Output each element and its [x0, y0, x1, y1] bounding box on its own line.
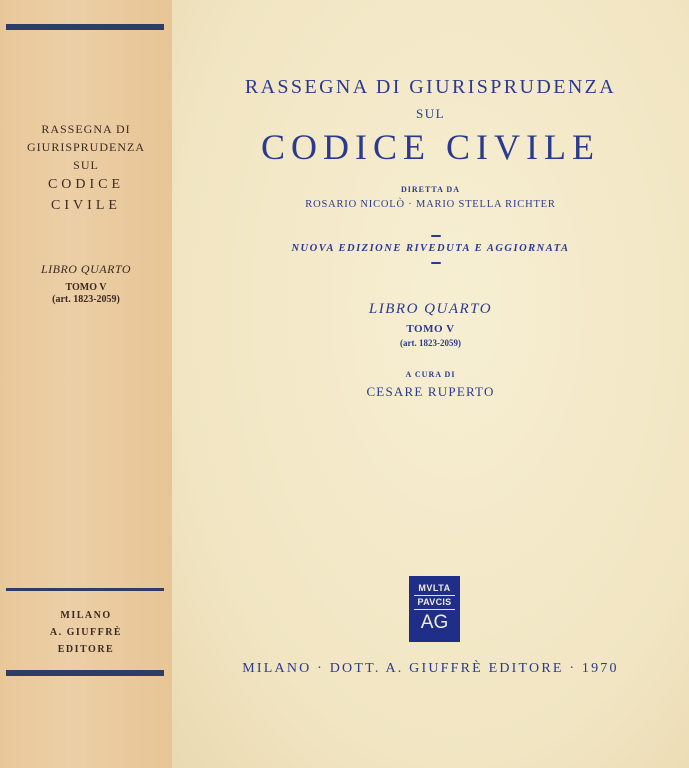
logo-monogram: AG	[420, 612, 449, 633]
book-spine	[0, 0, 173, 768]
spine-upper-band	[6, 588, 164, 591]
logo-rule	[414, 609, 455, 610]
articoli-range: (art. 1823-2059)	[400, 338, 461, 348]
spine-title-line: CIVILE	[51, 198, 121, 213]
ornament-dash-bottom	[431, 262, 441, 264]
spine-city: MILANO	[60, 610, 112, 621]
spine-tomo-label: TOMO V	[65, 282, 107, 293]
editor-name: CESARE RUPERTO	[366, 384, 495, 399]
logo-text-line: MVLTA	[418, 583, 451, 593]
spine-title	[0, 120, 172, 216]
spine-tomo	[0, 282, 172, 306]
directors: ROSARIO NICOLÒ · MARIO STELLA RICHTER	[305, 199, 556, 210]
logo-text-line: PAVCIS	[417, 597, 452, 607]
tomo-heading: TOMO V	[406, 323, 455, 335]
libro-heading: LIBRO QUARTO	[368, 301, 493, 317]
logo-rule	[414, 595, 455, 596]
publisher-logo	[409, 576, 460, 642]
spine-publisher	[0, 607, 172, 658]
spine-top-band	[6, 24, 164, 30]
spine-role: EDITORE	[57, 644, 115, 655]
spine-publisher-name: A. GIUFFRÈ	[49, 627, 123, 638]
title-page	[172, 0, 689, 768]
a-cura-di-label: A CURA DI	[405, 370, 456, 379]
spine-title-line: RASSEGNA DI	[41, 122, 131, 136]
spine-bottom-band	[6, 670, 164, 676]
ornament-dash-top	[431, 235, 441, 237]
diretta-da-label: DIRETTA DA	[401, 185, 460, 194]
spine-title-line: SUL	[73, 158, 99, 172]
title-line-2: SUL	[415, 106, 446, 121]
imprint: MILANO · DOTT. A. GIUFFRÈ EDITORE · 1970	[242, 661, 619, 676]
spine-articoli: (art. 1823-2059)	[52, 294, 120, 305]
edition-note: NUOVA EDIZIONE RIVEDUTA E AGGIORNATA	[291, 243, 570, 254]
spine-title-line: CODICE	[47, 177, 125, 192]
title-main: CODICE CIVILE	[261, 127, 600, 167]
title-line-1: RASSEGNA DI GIURISPRUDENZA	[244, 76, 617, 98]
spine-libro: LIBRO QUARTO	[40, 262, 132, 276]
spine-title-line: GIURISPRUDENZA	[26, 140, 145, 154]
